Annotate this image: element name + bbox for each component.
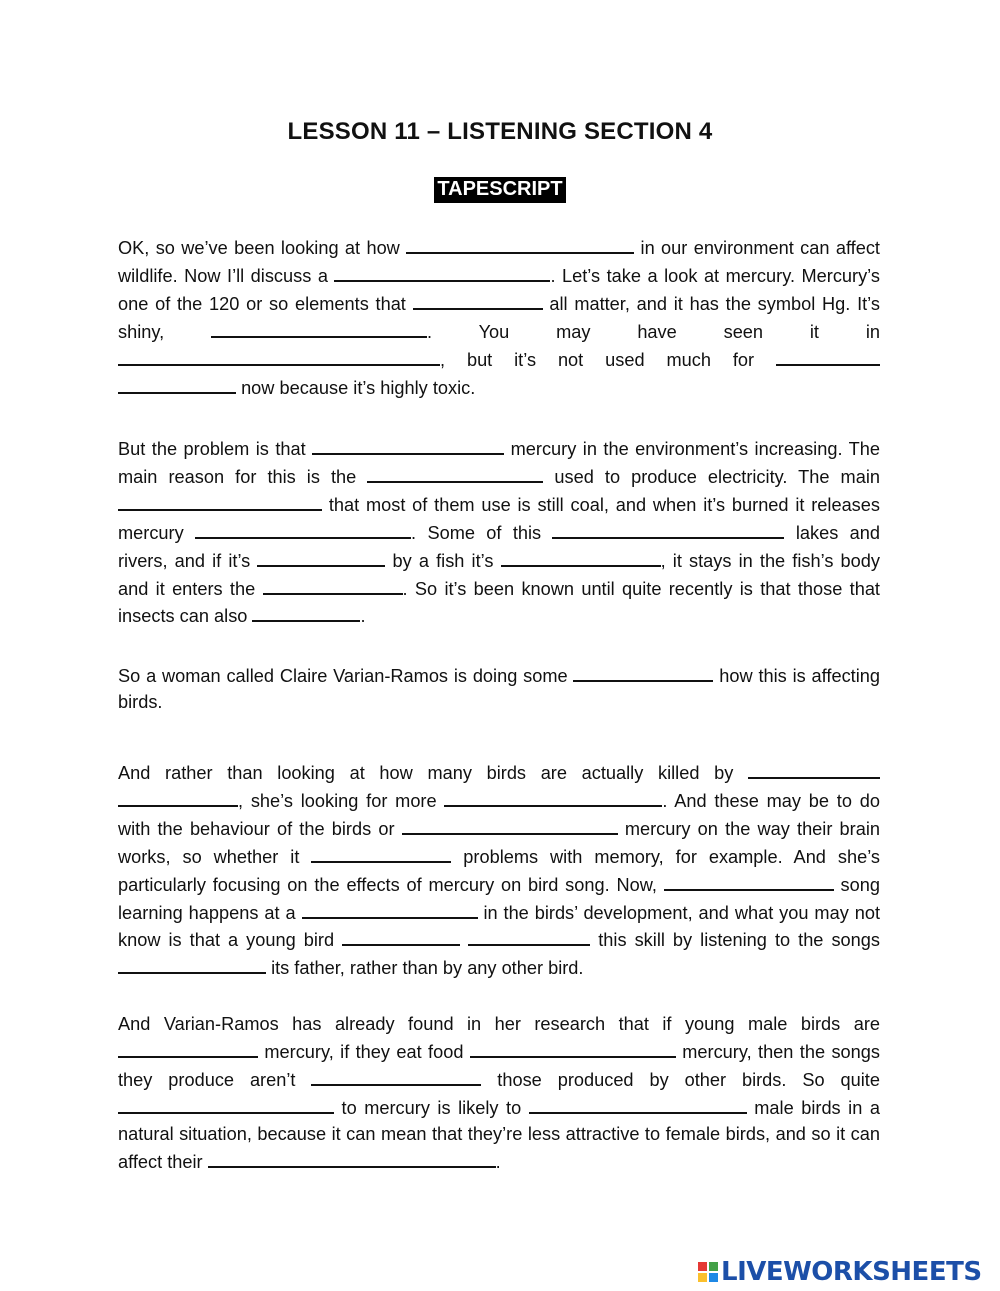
answer-blank[interactable] xyxy=(302,899,478,919)
text-segment: all matter, and it has the symbol Hg. It’s shiny, xyxy=(118,293,880,342)
answer-blank[interactable] xyxy=(529,1094,747,1114)
answer-blank[interactable] xyxy=(118,374,236,394)
text-segment: . xyxy=(495,1151,501,1172)
answer-blank[interactable] xyxy=(311,843,451,863)
answer-blank[interactable] xyxy=(195,519,411,539)
answer-blank[interactable] xyxy=(118,1094,334,1114)
text-segment: mercury, if they eat food xyxy=(264,1041,464,1062)
text-segment: now because it’s highly toxic. xyxy=(241,377,476,398)
text-segment: problems with memory, for example. And she’s particularly focusing on the effects of mercury on bird song. Now, xyxy=(118,846,880,895)
text-segment: . And these may be to do with the behaviour of the birds or xyxy=(118,790,880,839)
answer-blank[interactable] xyxy=(118,1038,258,1058)
answer-blank[interactable] xyxy=(257,547,385,567)
answer-blank[interactable] xyxy=(118,954,266,974)
paragraph-4 xyxy=(118,759,880,982)
paragraph-2 xyxy=(118,435,880,630)
answer-blank[interactable] xyxy=(470,1038,676,1058)
text-segment: those produced by other birds. So quite xyxy=(497,1069,880,1090)
answer-blank[interactable] xyxy=(552,519,784,539)
text-segment: , she’s looking for more xyxy=(238,790,437,811)
answer-blank[interactable] xyxy=(501,547,661,567)
text-segment: male birds in a natural situation, because it can mean that they’re less attractive to female birds, and so it can affect their xyxy=(118,1097,880,1172)
answer-blank[interactable] xyxy=(444,787,662,807)
answer-blank[interactable] xyxy=(311,1066,481,1086)
answer-blank[interactable] xyxy=(118,491,322,511)
text-segment: lakes and rivers, and if it’s xyxy=(118,522,880,571)
text-segment: in our environment can affect wildlife. Now I’ll discuss a xyxy=(118,238,880,286)
logo-text: LIVEWORKSHEETS xyxy=(721,1257,982,1287)
answer-blank[interactable] xyxy=(252,602,360,622)
text-segment: in the birds’ development, and what you may not know is that a young bird xyxy=(118,902,880,951)
answer-blank[interactable] xyxy=(413,290,543,310)
section-label: TAPESCRIPT xyxy=(434,177,565,203)
answer-blank[interactable] xyxy=(402,815,618,835)
logo-grid-icon xyxy=(698,1262,718,1282)
text-segment: used to produce electricity. The main xyxy=(554,466,880,487)
text-segment: OK, so we’ve been looking at how xyxy=(118,238,400,258)
liveworksheets-logo xyxy=(698,1258,982,1286)
answer-blank[interactable] xyxy=(748,759,880,779)
text-segment: by a fish it’s xyxy=(392,550,494,571)
answer-blank[interactable] xyxy=(312,435,504,455)
text-segment: how this is affecting birds. xyxy=(118,666,880,712)
text-segment: . You may have seen it in xyxy=(427,321,880,342)
text-segment: this skill by listening to the songs xyxy=(598,930,880,951)
text-segment: So a woman called Claire Varian-Ramos is doing some xyxy=(118,666,568,686)
text-segment: to mercury is likely to xyxy=(341,1097,522,1118)
answer-blank[interactable] xyxy=(334,262,550,282)
answer-blank[interactable] xyxy=(263,575,403,595)
text-segment: . xyxy=(360,606,366,627)
answer-blank[interactable] xyxy=(211,318,427,338)
text-segment: . Let’s take a look at mercury. Mercury’s one of the 120 or so elements that xyxy=(118,265,880,314)
text-segment: . Some of this xyxy=(411,522,542,543)
answer-blank[interactable] xyxy=(118,787,238,807)
answer-blank[interactable] xyxy=(208,1148,496,1168)
answer-blank[interactable] xyxy=(118,346,440,366)
text-segment: And rather than looking at how many birds are actually killed by xyxy=(118,763,734,783)
answer-blank[interactable] xyxy=(776,346,880,366)
answer-blank[interactable] xyxy=(573,662,713,682)
answer-blank[interactable] xyxy=(342,926,460,946)
answer-blank[interactable] xyxy=(406,234,634,254)
text-segment: But the problem is that xyxy=(118,439,306,459)
paragraph-3 xyxy=(118,662,880,716)
answer-blank[interactable] xyxy=(664,871,834,891)
text-segment: its father, rather than by any other bird. xyxy=(271,958,584,979)
text-segment: And Varian-Ramos has already found in her research that if young male birds are xyxy=(118,1014,880,1034)
text-segment: song learning happens at a xyxy=(118,874,880,923)
text-segment: mercury on the way their brain works, so whether it xyxy=(118,818,880,867)
text-segment: mercury, then the songs they produce aren’t xyxy=(118,1041,880,1090)
text-segment: that most of them use is still coal, and when it’s burned it releases mercury xyxy=(118,494,880,543)
text-segment: , it stays in the fish’s body and it enters the xyxy=(118,550,880,599)
answer-blank[interactable] xyxy=(367,463,543,483)
text-segment: . So it’s been known until quite recently is that those that insects can also xyxy=(118,578,880,627)
answer-blank[interactable] xyxy=(468,926,590,946)
paragraph-5 xyxy=(118,1012,880,1175)
text-segment: mercury in the environment’s increasing. The main reason for this is the xyxy=(118,439,880,487)
page-title: LESSON 11 – LISTENING SECTION 4 xyxy=(287,118,713,145)
text-segment: , but it’s not used much for xyxy=(440,349,755,370)
paragraph-1 xyxy=(118,234,880,401)
